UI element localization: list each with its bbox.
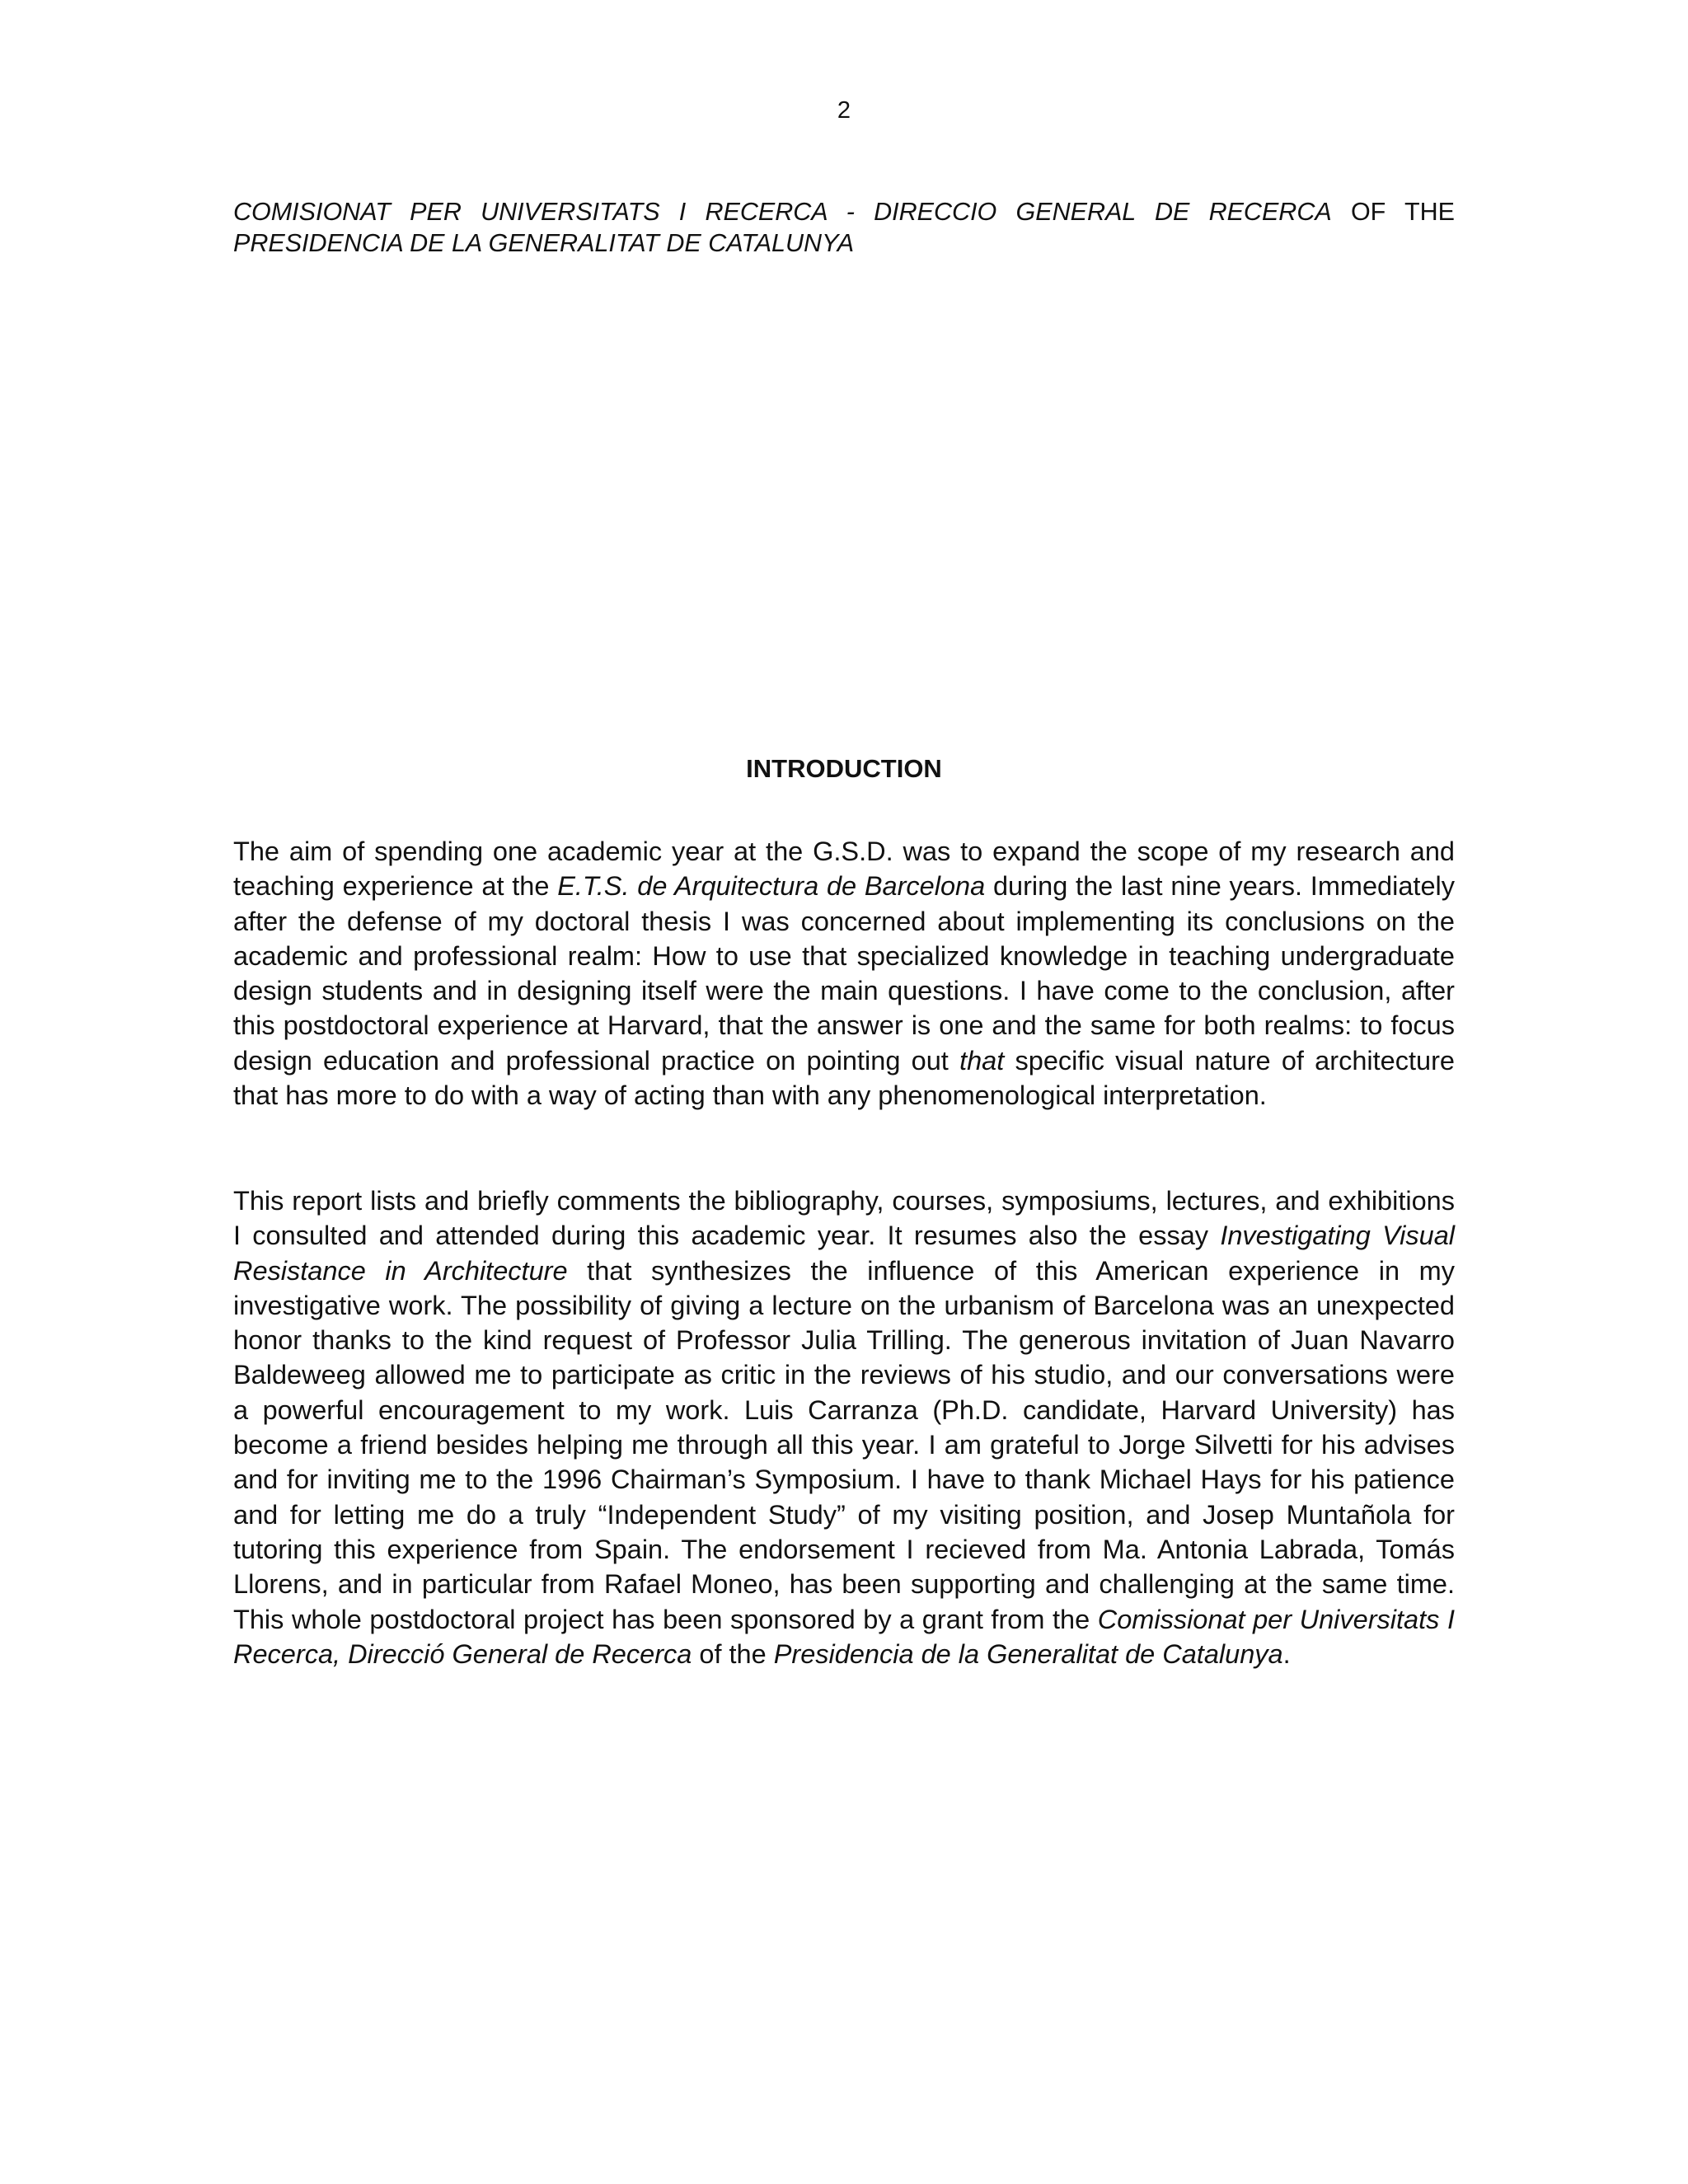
sponsor-commission-name: COMISIONAT PER UNIVERSITATS I RECERCA - DIRECCIO GENERAL DE RECERCA: [233, 198, 1332, 226]
section-heading: INTRODUCTION: [746, 754, 942, 783]
intro-paragraph-2: [233, 1183, 1455, 1671]
paragraph-2-essay-title: Investigating Visual Resistance in Architecture: [233, 1221, 1455, 1286]
page-number: 2: [837, 97, 851, 124]
paragraph-2-text-a: This report lists and briefly comments the bibliography, courses, symposiums, lectures, and exhibitions I consulted and attended during this academic year. It resumes also the essay: [233, 1186, 1455, 1251]
paragraph-1-emphasis: that: [959, 1045, 1005, 1076]
paragraph-1-text-a: The aim of spending one academic year at the G.S.D. was to expand the scope of my research and teaching experience at the: [233, 837, 1455, 902]
sponsor-presidency-name: PRESIDENCIA DE LA GENERALITAT DE CATALUNYA: [233, 229, 855, 257]
sponsor-connector: OF THE: [1331, 198, 1455, 226]
paragraph-1-school-name: E.T.S. de Arquitectura de Barcelona: [557, 871, 986, 902]
paragraph-2-presidency-name: Presidencia de la Generalitat de Catalunya: [773, 1638, 1283, 1669]
intro-paragraph-1: [233, 834, 1455, 1113]
paragraph-2-commission-name: Comissionat per Universitats I Recerca, Direcció General de Recerca: [233, 1604, 1455, 1669]
paragraph-2-text-b: that synthesizes the influence of this American experience in my investigative work. The possibility of giving a lecture on the urbanism of Barcelona was an unexpected honor thanks to the kind request of Professor Julia Trilling. The generous invitation of Juan Navarro Baldeweeg allowed me to participate as critic in the reviews of his studio, and our conversations were a powerful encouragement to my work. Luis Carranza (Ph.D. candidate, Harvard University) has become a friend besides helping me through all this year. I am grateful to Jorge Silvetti for his advises and for inviting me to the 1996 Chairman’s Symposium. I have to thank Michael Hays for his patience and for letting me do a truly “Independent Study” of my visiting position, and Josep Muntañola for tutoring this experience from Spain. The endorsement I recieved from Ma. Antonia Labrada, Tomás Llorens, and in particular from Rafael Moneo, has been supporting and challenging at the same time. This whole postdoctoral project has been sponsored by a grant from the: [233, 1255, 1455, 1634]
paragraph-2-text-d: .: [1282, 1638, 1291, 1669]
paragraph-1-text-b: during the last nine years. Immediately after the defense of my doctoral thesis I was concerned about implementing its conclusions on the academic and professional realm: How to use that specialized knowledge in teaching undergraduate design students and in designing itself were the main questions. I have come to the conclusion, after this postdoctoral experience at Harvard, that the answer is one and the same for both realms: to focus design education and professional practice on pointing out: [233, 871, 1455, 1076]
sponsor-line: [233, 196, 1455, 259]
paragraph-2-text-c: of the: [692, 1638, 774, 1669]
paragraph-1-text-c: specific visual nature of architecture that has more to do with a way of acting than with any phenomenological interpretation.: [233, 1045, 1455, 1111]
